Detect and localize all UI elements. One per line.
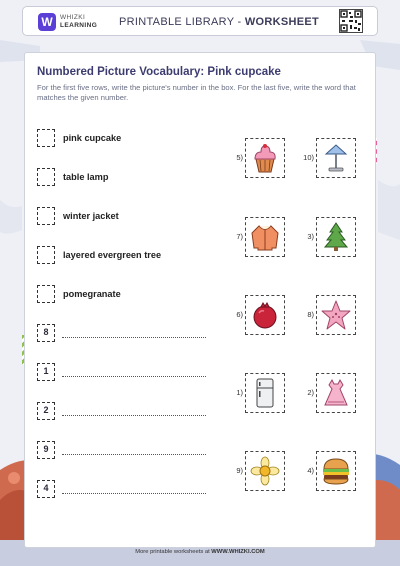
picture-card	[316, 373, 356, 413]
picture-label: 9)	[236, 466, 243, 475]
answer-box[interactable]	[37, 129, 55, 147]
picture-card	[245, 451, 285, 491]
given-number-box: 2	[37, 402, 55, 420]
picture-card	[316, 295, 356, 335]
whizki-logo: W	[38, 13, 56, 31]
logo-text-line1: WHIZKI	[60, 14, 86, 21]
picture-label: 2)	[307, 388, 314, 397]
picture-label: 10)	[303, 153, 314, 162]
given-number-box: 1	[37, 363, 55, 381]
header-title	[119, 16, 319, 28]
vocab-word: pink cupcake	[63, 133, 122, 143]
cupcake-icon	[249, 142, 281, 174]
picture-label: 6)	[236, 310, 243, 319]
answer-box[interactable]	[37, 285, 55, 303]
picture-label: 3)	[307, 232, 314, 241]
vocab-word: winter jacket	[63, 211, 119, 221]
answer-box[interactable]	[37, 246, 55, 264]
table-lamp-icon	[320, 142, 352, 174]
qr-code-icon	[339, 9, 363, 33]
logo-text-line2: LEARNING	[60, 22, 98, 29]
daffodil-icon	[249, 455, 281, 487]
hamburger-icon	[320, 455, 352, 487]
answer-box[interactable]	[37, 207, 55, 225]
worksheet-title: Numbered Picture Vocabulary: Pink cupcake	[37, 66, 281, 78]
picture-card	[316, 217, 356, 257]
pomegranate-icon	[249, 299, 281, 331]
picture-card	[245, 373, 285, 413]
winter-jacket-icon	[249, 221, 281, 253]
picture-label: 4)	[307, 466, 314, 475]
footer-text	[0, 549, 400, 555]
evergreen-tree-icon	[320, 221, 352, 253]
picture-label: 8)	[307, 310, 314, 319]
answer-line[interactable]	[62, 493, 206, 494]
vocab-word: layered evergreen tree	[63, 250, 162, 260]
picture-label: 1)	[236, 388, 243, 397]
picture-card	[245, 138, 285, 178]
starfish-icon	[320, 299, 352, 331]
answer-line[interactable]	[62, 337, 206, 338]
footer-prefix: More printable worksheets at	[135, 549, 212, 555]
given-number-box: 4	[37, 480, 55, 498]
vocab-word: table lamp	[63, 172, 109, 182]
footer-link[interactable]: WWW.WHIZKI.COM	[211, 549, 265, 555]
dress-icon	[320, 377, 352, 409]
worksheet-instructions: For the first five rows, write the picture's number in the box. For the last five, write the word that matches the given number.	[37, 83, 356, 103]
picture-card	[245, 217, 285, 257]
answer-box[interactable]	[37, 168, 55, 186]
picture-label: 5)	[236, 153, 243, 162]
answer-line[interactable]	[62, 415, 206, 416]
given-number-box: 8	[37, 324, 55, 342]
header-bar	[22, 6, 378, 36]
answer-line[interactable]	[62, 454, 206, 455]
header-title-bold: WORKSHEET	[244, 16, 320, 28]
picture-card	[245, 295, 285, 335]
header-title-prefix: PRINTABLE LIBRARY -	[119, 16, 245, 28]
vocab-word: pomegranate	[63, 289, 121, 299]
refrigerator-icon	[249, 377, 281, 409]
given-number-box: 9	[37, 441, 55, 459]
picture-card	[316, 138, 356, 178]
picture-label: 7)	[236, 232, 243, 241]
picture-card	[316, 451, 356, 491]
answer-line[interactable]	[62, 376, 206, 377]
